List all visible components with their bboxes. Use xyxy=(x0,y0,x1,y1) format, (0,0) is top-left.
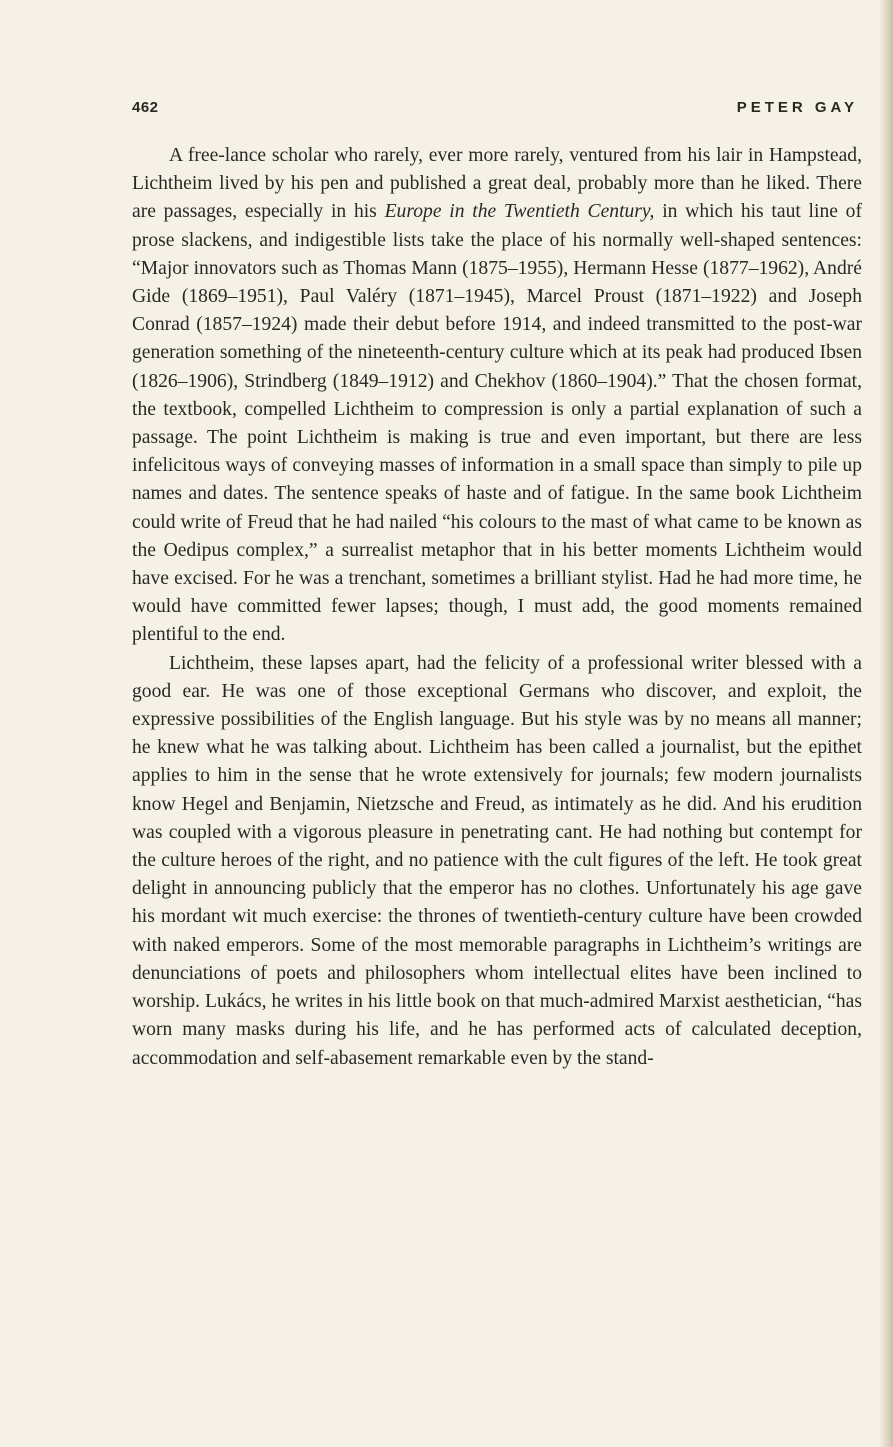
page-spine-edge xyxy=(880,0,893,1447)
page-number: 462 xyxy=(132,99,159,116)
paragraph-2 xyxy=(132,650,862,1073)
paragraph-1-text-a: A free-lance scholar who rarely, ever more rarely, ventured from his lair in Hampstead, Lichtheim lived by his pen and published a great deal, probably more than he liked. There are passages, especially in his xyxy=(132,145,862,223)
running-head: PETER GAY xyxy=(736,99,858,116)
book-title-europe-in-the-twentieth-century: Europe in the Twentieth Century, xyxy=(384,201,655,223)
paragraph-2-text: Lichtheim, these lapses apart, had the felicity of a professional writer blessed with a good ear. He was one of those exceptional Germans who discover, and exploit, the expressive possibilities of the English language. But his style was by no means all manner; he knew what he was talking about. Lichtheim has been called a journalist, but the epithet applies to him in the sense that he wrote extensively for journals; few modern journalists know Hegel and Benjamin, Nietzsche and Freud, as intimately as he did. And his erudition was coupled with a vigorous pleasure in penetrating cant. He had nothing but contempt for the culture heroes of the right, and no patience with the cult figures of the left. He took great delight in announcing publicly that the emperor has no clothes. Unfortunately his age gave his mordant wit much exercise: the thrones of twentieth-century culture have been crowded with naked emperors. Some of the most memorable paragraphs in Lichtheim’s writings are denunciations of poets and philosophers whom intellectual elites have been inclined to worship. Lukács, he writes in his little book on that much-admired Marxist aesthetician, “has worn many masks during his life, and he has performed acts of calculated deception, accommodation and self-abasement remarkable even by the stand- xyxy=(132,652,862,1069)
paragraph-1-text-b: in which his taut line of prose slackens, and indigestible lists take the place of his normally well-shaped sentences: “Major innovators such as Thomas Mann (1875–1955), Hermann Hesse (1877–1962), André Gide (1869–1951), Paul Valéry (1871–1945), Marcel Proust (1871–1922) and Joseph Conrad (1857–1924) made their debut before 1914, and indeed transmitted to the post-war generation something of the nineteenth-century culture which at its peak had produced Ibsen (1826–1906), Strindberg (1849–1912) and Chekhov (1860–1904).” That the chosen format, the textbook, compelled Lichtheim to compression is only a partial explanation of such a passage. The point Lichtheim is making is true and even important, but there are less infelicitous ways of conveying masses of information in a small space than simply to pile up names and dates. The sentence speaks of haste and of fatigue. In the same book Lichtheim could write of Freud that he had nailed “his colours to the mast of what came to be known as the Oedipus complex,” a surrealist metaphor that in his better moments Lichtheim would have excised. For he was a trenchant, sometimes a brilliant stylist. Had he had more time, he would have committed fewer lapses; though, I must add, the good moments remained plentiful to the end. xyxy=(132,201,863,646)
page-header xyxy=(132,99,858,123)
paragraph-1 xyxy=(132,142,862,650)
body-text xyxy=(132,142,862,1073)
